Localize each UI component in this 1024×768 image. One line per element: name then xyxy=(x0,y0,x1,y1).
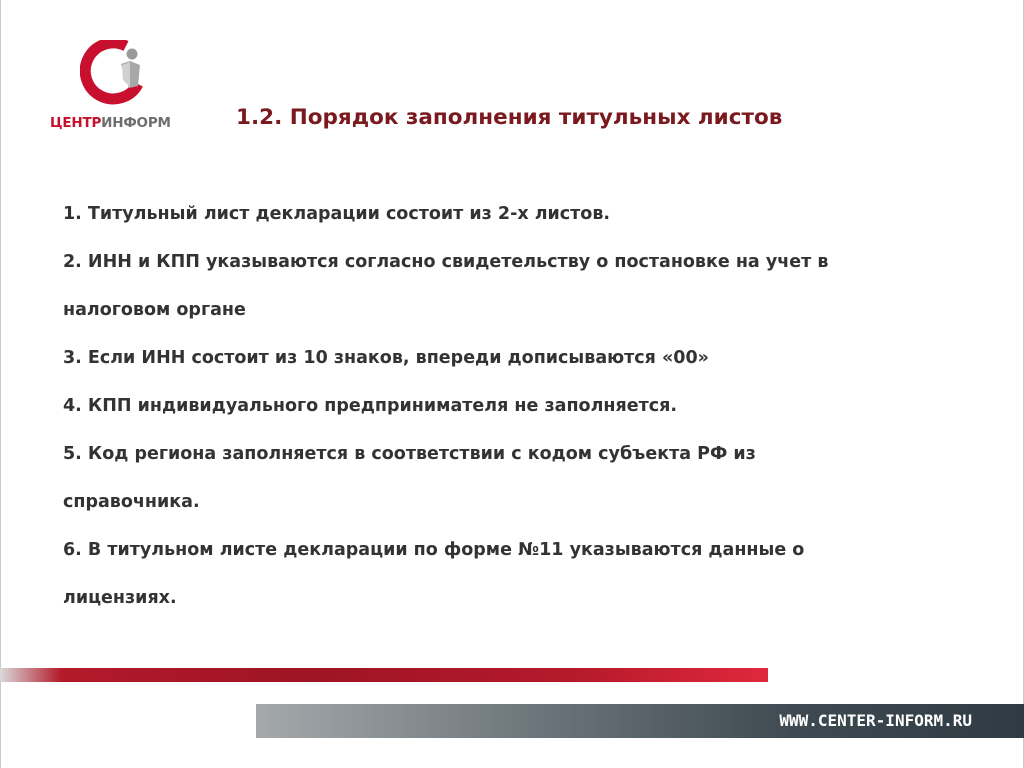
body-line: налоговом органе xyxy=(63,300,246,320)
body-line: справочника. xyxy=(63,492,200,512)
body-line: 1. Титульный лист декларации состоит из 2-х листов. xyxy=(63,204,611,224)
body-line: 3. Если ИНН состоит из 10 знаков, впереди дописываются «00» xyxy=(63,348,709,368)
footer-bar xyxy=(256,704,1024,738)
slide-body xyxy=(63,190,963,622)
body-line: 4. КПП индивидуального предпринимателя не заполняется. xyxy=(63,396,677,416)
company-logo xyxy=(50,40,180,135)
slide-title: 1.2. Порядок заполнения титульных листов xyxy=(236,105,783,130)
body-line: 2. ИНН и КПП указываются согласно свидетельству о постановке на учет в xyxy=(63,252,829,272)
logo-text-red: ЦЕНТР xyxy=(50,115,102,131)
logo-wordmark xyxy=(50,115,171,131)
body-line: лицензиях. xyxy=(63,588,177,608)
body-line: 6. В титульном листе декларации по форме №11 указываются данные о xyxy=(63,540,805,560)
footer-url: WWW.CENTER-INFORM.RU xyxy=(779,711,972,730)
logo-text-gray: ИНФОРМ xyxy=(101,115,171,131)
body-line: 5. Код региона заполняется в соответствии с кодом субъекта РФ из xyxy=(63,444,756,464)
left-border-line xyxy=(0,0,1,768)
logo-ring-icon xyxy=(80,40,148,108)
decorative-red-bar xyxy=(0,668,768,682)
